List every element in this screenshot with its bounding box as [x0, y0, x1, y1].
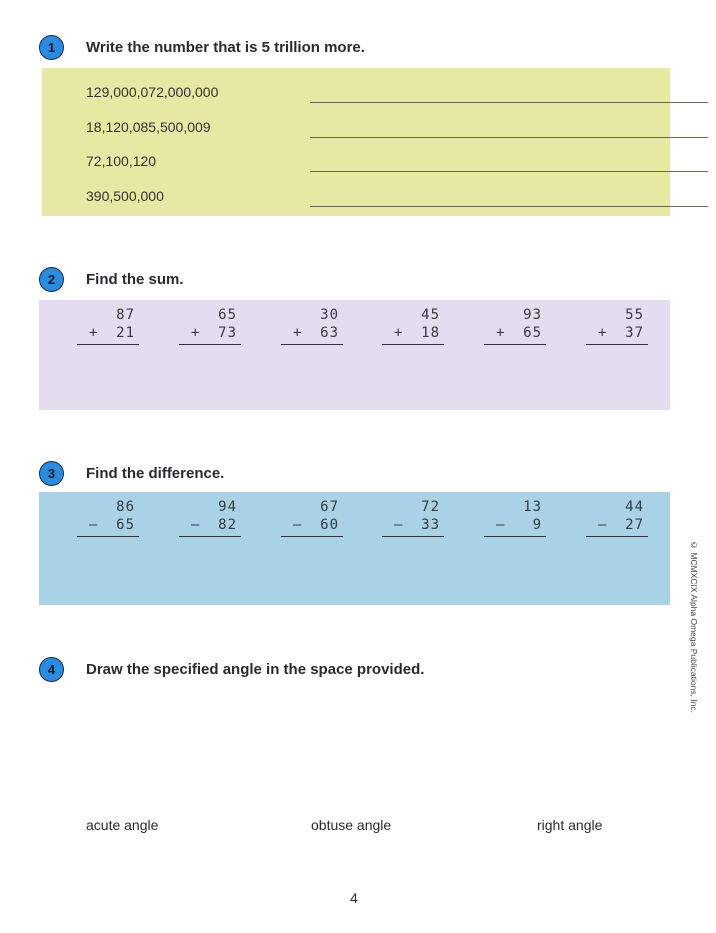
plus-sign: + [191, 325, 201, 341]
copyright-notice: © MCMXCIX Alpha Omega Publications, Inc. [689, 540, 699, 713]
minus-sign: – [598, 517, 608, 533]
minuend: 44 [625, 499, 644, 515]
obtuse-angle-label: obtuse angle [311, 817, 392, 833]
number-row [86, 119, 666, 139]
section-title: Find the sum. [86, 271, 184, 288]
subtraction-problem [281, 498, 343, 537]
section-3-header [39, 461, 224, 486]
addend-bottom: 73 [218, 325, 237, 341]
plus-sign: + [394, 325, 404, 341]
answer-rule[interactable] [179, 536, 241, 537]
minus-sign: – [191, 517, 201, 533]
addend-top: 93 [523, 307, 542, 323]
addition-problem [179, 306, 241, 345]
minus-sign: – [496, 517, 506, 533]
addition-problem [382, 306, 444, 345]
page-number: 4 [350, 890, 358, 906]
answer-rule[interactable] [179, 344, 241, 345]
number-row [86, 153, 666, 173]
minuend: 86 [116, 499, 135, 515]
addend-top: 55 [625, 307, 644, 323]
given-number: 72,100,120 [86, 153, 157, 169]
sum-panel [39, 300, 670, 410]
addition-problem [77, 306, 139, 345]
answer-line[interactable] [310, 171, 708, 172]
section-title: Find the difference. [86, 465, 225, 482]
addend-bottom: 65 [523, 325, 542, 341]
number-row [86, 188, 666, 208]
answer-rule[interactable] [586, 344, 648, 345]
minuend: 67 [320, 499, 339, 515]
section-4-header [39, 657, 424, 682]
answer-rule[interactable] [382, 344, 444, 345]
section-title: Write the number that is 5 trillion more. [86, 39, 365, 56]
answer-line[interactable] [310, 206, 708, 207]
minus-sign: – [293, 517, 303, 533]
answer-line[interactable] [310, 102, 708, 103]
addend-bottom: 37 [625, 325, 644, 341]
section-title: Draw the specified angle in the space provided. [86, 661, 425, 678]
acute-angle-label: acute angle [86, 817, 159, 833]
subtrahend: 82 [218, 517, 237, 533]
subtraction-problem [484, 498, 546, 537]
number-row [86, 84, 666, 104]
addition-problem [281, 306, 343, 345]
addition-problem [484, 306, 546, 345]
minuend: 72 [421, 499, 440, 515]
section-number-badge: 4 [39, 657, 64, 682]
answer-rule[interactable] [484, 344, 546, 345]
subtraction-problem [179, 498, 241, 537]
addend-top: 45 [421, 307, 440, 323]
given-number: 390,500,000 [86, 188, 164, 204]
subtraction-problem [586, 498, 648, 537]
answer-rule[interactable] [586, 536, 648, 537]
plus-sign: + [598, 325, 608, 341]
answer-rule[interactable] [281, 536, 343, 537]
plus-sign: + [293, 325, 303, 341]
minus-sign: – [89, 517, 99, 533]
right-angle-label: right angle [537, 817, 603, 833]
subtrahend: 60 [320, 517, 339, 533]
difference-panel [39, 492, 670, 605]
subtrahend: 9 [532, 517, 542, 533]
answer-rule[interactable] [77, 344, 139, 345]
minuend: 94 [218, 499, 237, 515]
addition-problem [586, 306, 648, 345]
section-2-header [39, 267, 184, 292]
answer-line[interactable] [310, 137, 708, 138]
five-trillion-panel [42, 68, 670, 216]
subtrahend: 65 [116, 517, 135, 533]
addend-bottom: 21 [116, 325, 135, 341]
section-1-header [39, 35, 365, 60]
answer-rule[interactable] [382, 536, 444, 537]
subtraction-problem [382, 498, 444, 537]
addend-bottom: 18 [421, 325, 440, 341]
minuend: 13 [523, 499, 542, 515]
subtrahend: 33 [421, 517, 440, 533]
subtraction-problem [77, 498, 139, 537]
answer-rule[interactable] [484, 536, 546, 537]
addend-top: 65 [218, 307, 237, 323]
addend-top: 30 [320, 307, 339, 323]
plus-sign: + [496, 325, 506, 341]
subtrahend: 27 [625, 517, 644, 533]
minus-sign: – [394, 517, 404, 533]
given-number: 129,000,072,000,000 [86, 84, 219, 100]
section-number-badge: 1 [39, 35, 64, 60]
section-number-badge: 3 [39, 461, 64, 486]
answer-rule[interactable] [77, 536, 139, 537]
given-number: 18,120,085,500,009 [86, 119, 211, 135]
section-number-badge: 2 [39, 267, 64, 292]
addend-top: 87 [116, 307, 135, 323]
addend-bottom: 63 [320, 325, 339, 341]
angle-drawing-area[interactable] [40, 690, 670, 810]
plus-sign: + [89, 325, 99, 341]
answer-rule[interactable] [281, 344, 343, 345]
